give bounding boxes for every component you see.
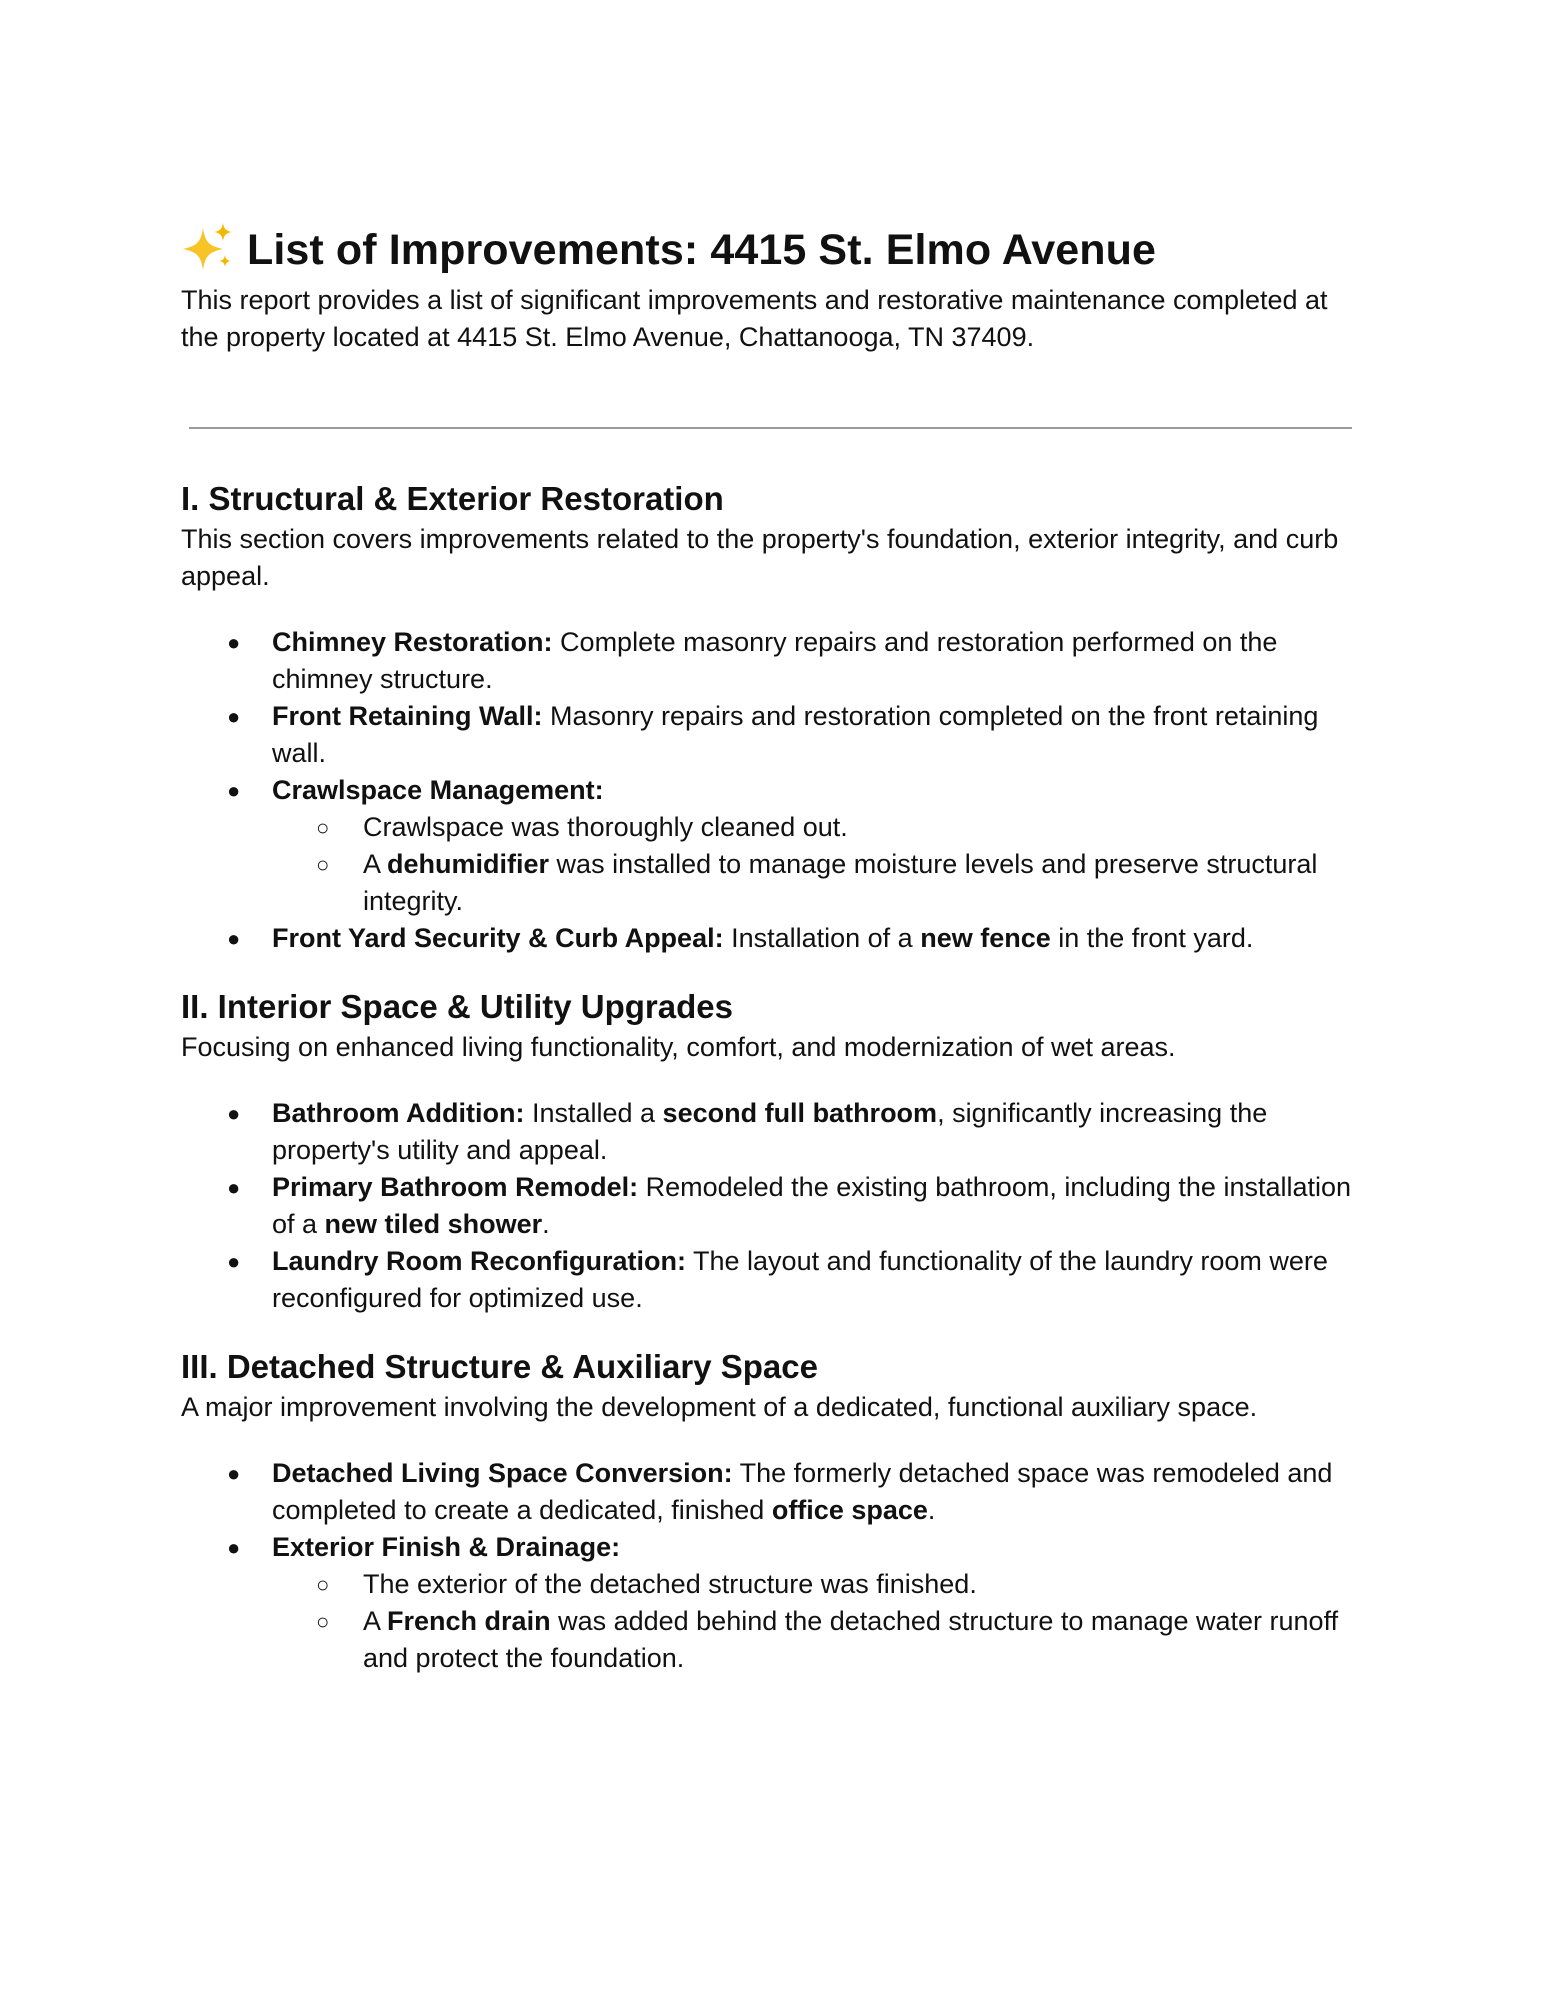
item-label: Detached Living Space Conversion: (272, 1458, 733, 1488)
list-item (181, 1243, 1361, 1317)
bullet-icon: ● (227, 1535, 241, 1560)
document-title: List of Improvements: 4415 St. Elmo Avenue (247, 226, 1157, 274)
section-intro-interior: Focusing on enhanced living functionality, comfort, and modernization of wet areas. (181, 1032, 1176, 1062)
sub-list-item (272, 1603, 1361, 1677)
document-page (181, 218, 1361, 1677)
section-heading-detached: III. Detached Structure & Auxiliary Space (181, 1348, 818, 1385)
horizontal-divider (189, 427, 1352, 429)
list-item (181, 772, 1361, 920)
list-item (181, 1455, 1361, 1529)
item-label: Bathroom Addition: (272, 1098, 525, 1128)
document-title-row (181, 218, 1361, 282)
sub-list-item (272, 809, 1361, 846)
sub-item-text-bold: French drain (387, 1606, 551, 1636)
section-heading-interior: II. Interior Space & Utility Upgrades (181, 988, 733, 1025)
item-text-bold: new fence (920, 923, 1051, 953)
hollow-bullet-icon: ○ (316, 1572, 330, 1597)
item-text-post: in the front yard. (1050, 923, 1254, 953)
section-heading-structural: I. Structural & Exterior Restoration (181, 480, 724, 517)
item-label: Front Retaining Wall: (272, 701, 543, 731)
sub-list-item (272, 846, 1361, 920)
sub-list (272, 809, 1361, 920)
item-text-pre: Remodeled the existing bathroom, including the installation of a (272, 1172, 1352, 1239)
list-item (181, 698, 1361, 772)
item-label: Front Yard Security & Curb Appeal: (272, 923, 724, 953)
improvement-list-interior (181, 1095, 1361, 1317)
list-item (181, 1095, 1361, 1169)
item-text-pre: Installation of a (723, 923, 921, 953)
item-text-post: . (927, 1495, 936, 1525)
item-text: Masonry repairs and restoration completed on the front retaining wall. (272, 701, 1319, 768)
item-text-bold: new tiled shower (324, 1209, 543, 1239)
item-text-post: , significantly increasing the property's utility and appeal. (272, 1098, 1268, 1165)
item-text: The layout and functionality of the laundry room were reconfigured for optimized use. (272, 1246, 1328, 1313)
bullet-icon: ● (227, 778, 241, 803)
list-item (181, 1169, 1361, 1243)
list-item (181, 1529, 1361, 1677)
item-text-pre: Installed a (524, 1098, 663, 1128)
intro-paragraph: This report provides a list of significant improvements and restorative maintenance completed at the property located at 4415 St. Elmo Avenue, Chattanooga, TN 37409. (181, 285, 1328, 352)
sub-item-text-pre: A (363, 1606, 388, 1636)
sub-list (272, 1566, 1361, 1677)
bullet-icon: ● (227, 1249, 241, 1274)
sub-item-text-post: was added behind the detached structure to manage water runoff and protect the foundation. (363, 1606, 1339, 1673)
bullet-icon: ● (227, 1175, 241, 1200)
hollow-bullet-icon: ○ (316, 852, 330, 877)
improvement-list-detached (181, 1455, 1361, 1677)
item-label: Crawlspace Management: (272, 775, 604, 805)
sub-list-item (272, 1566, 1361, 1603)
item-label: Primary Bathroom Remodel: (272, 1172, 639, 1202)
item-label: Laundry Room Reconfiguration: (272, 1246, 686, 1276)
bullet-icon: ● (227, 704, 241, 729)
improvement-list-structural (181, 624, 1361, 957)
item-text-bold: office space (771, 1495, 928, 1525)
list-item (181, 624, 1361, 698)
bullet-icon: ● (227, 1101, 241, 1126)
sparkles-icon (181, 222, 235, 272)
section-intro-structural: This section covers improvements related to the property's foundation, exterior integrity, and curb appeal. (181, 524, 1339, 591)
item-text-post: . (542, 1209, 550, 1239)
item-label: Chimney Restoration: (272, 627, 553, 657)
item-text: Complete masonry repairs and restoration performed on the chimney structure. (272, 627, 1278, 694)
bullet-icon: ● (227, 630, 241, 655)
item-label: Exterior Finish & Drainage: (272, 1532, 621, 1562)
item-text-bold: second full bathroom (662, 1098, 938, 1128)
item-text-pre: The formerly detached space was remodeled and completed to create a dedicated, finished (272, 1458, 1333, 1525)
sub-item-text-post: was installed to manage moisture levels and preserve structural integrity. (363, 849, 1318, 916)
bullet-icon: ● (227, 1461, 241, 1486)
sub-item-text: The exterior of the detached structure was finished. (363, 1569, 977, 1599)
sub-item-text-pre: A (363, 849, 388, 879)
section-intro-detached: A major improvement involving the development of a dedicated, functional auxiliary space. (181, 1392, 1258, 1422)
hollow-bullet-icon: ○ (316, 1609, 330, 1634)
hollow-bullet-icon: ○ (316, 815, 330, 840)
bullet-icon: ● (227, 926, 241, 951)
sub-item-text-bold: dehumidifier (387, 849, 550, 879)
list-item (181, 920, 1361, 957)
sub-item-text: Crawlspace was thoroughly cleaned out. (363, 812, 848, 842)
